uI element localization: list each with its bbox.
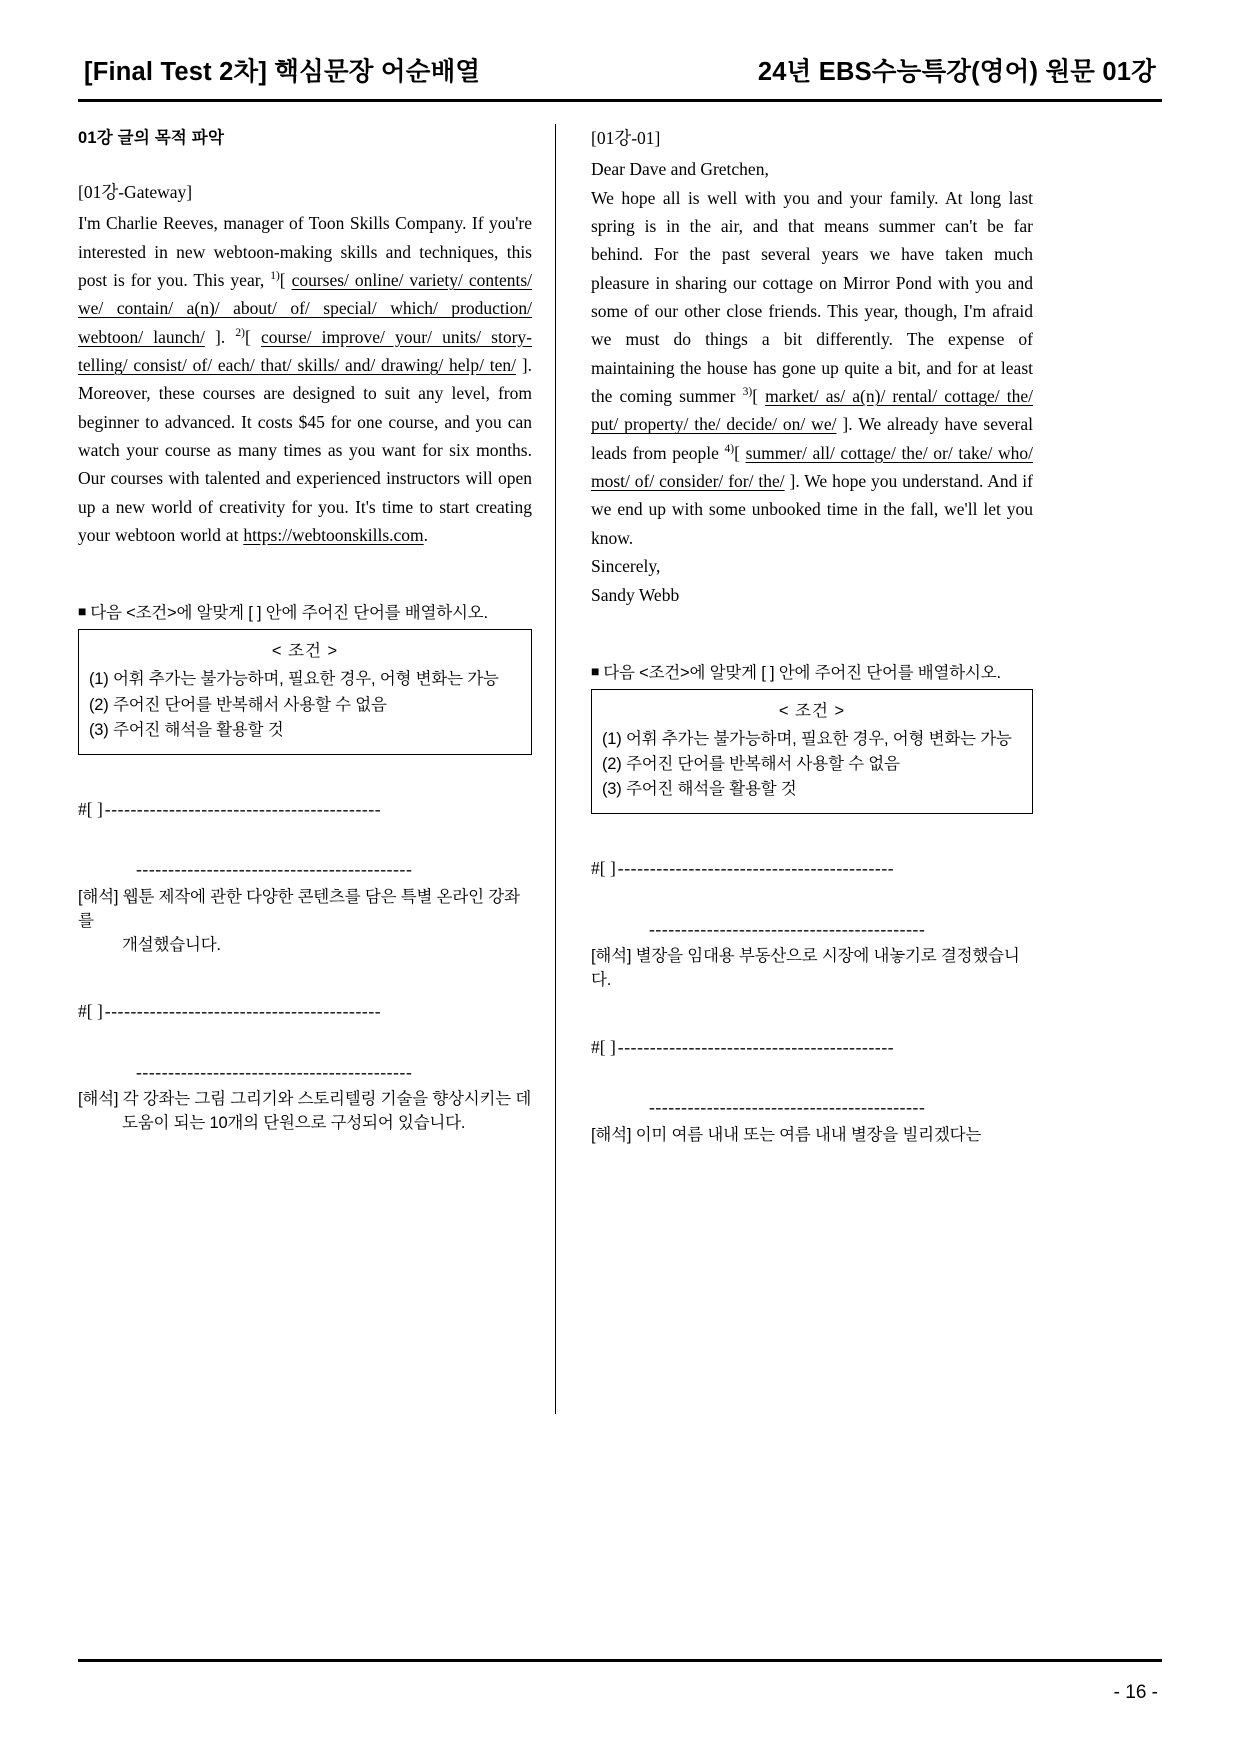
right-answer-row-2a[interactable] <box>591 1035 1033 1060</box>
right-translation-line1-2: 이미 여름 내내 또는 여름 내내 별장을 빌리겠다는 <box>635 1125 982 1144</box>
content-columns <box>78 124 1162 1414</box>
left-passage-end: . <box>423 525 429 546</box>
right-signature: Sandy Webb <box>591 584 680 605</box>
right-wordbank-3: market/ as/ a(n)/ rental/ cottage/ the/ put/ property/ the/ decide/ on/ we/ <box>591 386 1033 435</box>
left-answer-dashes-1a: ------------------------------------------- <box>104 798 382 819</box>
right-answer-hash-2: #[ ] <box>591 1036 616 1057</box>
right-answer-dashes-1a: ------------------------------------------- <box>617 858 895 879</box>
left-translation-label-1: [해석] <box>78 887 119 906</box>
right-translation-2 <box>591 1124 1033 1148</box>
right-column <box>563 124 1033 1414</box>
right-passage-text-1: We hope all is well with you and your family. At long last spring is in the air, and that means summer can't be far behind. For the past several years we have taken much pleasure in sharing our cottage on Mirror Pond with you and some of our other close friends. This year, though, I'm afraid we must do things a bit differently. The expense of maintaining the house has gone up quite a bit, and for at least the coming summer <box>591 187 1033 407</box>
left-passage-body: I'm Charlie Reeves, manager of Toon Skills Company. If you're interested in new webtoon-making skills and techniques, this post is for you. This year, $^{1)}$[ courses/ online/ variety/ contents/ we/ contain/ a(n)/ about/ of/ special/ which/ production/ webtoon/ launch/ ]. $^{2)}$[ course/ improve/ your/ units/ story-telling/ consist/ of/ each/ that/ skills/ and/ drawing/ help/ ten/ ]. Moreover, these courses are designed to suit any level, from beginner to advanced. It costs $45 for one course, and you can watch your course as many times as you want for six months. Our courses with talented and experienced instructors will open up a new world of creativity for you. It's time to start creating your webtoon world at https://webtoonskills.com. <box>78 213 533 546</box>
left-translation-2 <box>78 1088 532 1136</box>
right-answer-dashes-2a: ------------------------------------------- <box>617 1036 895 1057</box>
left-wordbank-1: courses/ online/ variety/ contents/ we/ contain/ a(n)/ about/ of/ special/ which/ production/ webtoon/ launch/ <box>78 270 532 347</box>
header-divider-rule <box>78 99 1162 102</box>
left-section-title: 01강 글의 목적 파악 <box>78 129 225 147</box>
right-translation-label-2: [해석] <box>591 1125 632 1144</box>
left-answer-row-1b[interactable] <box>78 857 532 882</box>
left-answer-hash-2: #[ ] <box>78 1001 103 1022</box>
right-passage-tag: [01강-01] <box>591 128 661 148</box>
right-condition-box <box>591 689 1033 814</box>
header-right-title: 24년 EBS수능특강(영어) 원문 01강 <box>757 58 1156 86</box>
right-instruction <box>591 659 1033 683</box>
right-condition-title: < 조건 > <box>778 701 846 720</box>
footer-divider-rule <box>78 1659 1162 1662</box>
right-answer-hash-1: #[ ] <box>591 858 616 879</box>
left-answer-row-2b[interactable] <box>78 1060 532 1085</box>
left-passage-text-2: . Moreover, these courses are designed to suit any level, from beginner to advanced. It costs $45 for one course, and you can watch your course as many times as you want for six months. Our courses with talented and experienced instructors will open up a new world of creativity for you. It's time to start creating your webtoon world at <box>78 355 532 546</box>
right-passage-text-2: . We hope you understand. And if we end up with some unbooked time in the fall, we'll let you know. <box>591 471 1033 548</box>
left-column <box>78 124 548 1414</box>
left-answer-row-1a[interactable] <box>78 797 532 822</box>
right-answer-block-1 <box>591 856 1033 993</box>
left-translation-label-2: [해석] <box>78 1090 119 1109</box>
left-translation-line2-2: 도움이 되는 10개의 단원으로 구성되어 있습니다. <box>122 1114 466 1133</box>
right-translation-1 <box>591 945 1033 993</box>
header-left-title: [Final Test 2차] 핵심문장 어순배열 <box>84 58 481 86</box>
right-passage-body: We hope all is well with you and your family. At long last spring is in the air, and that means summer can't be far behind. For the past several years we have taken much pleasure in sharing our cottage on Mirror Pond with you and some of our other close friends. This year, though, I'm afraid we must do things a bit differently. The expense of maintaining the house has gone up quite a bit, and for at least the coming summer $^{3)}$[ market/ as/ a(n)/ rental/ cottage/ the/ put/ property/ the/ decide/ on/ we/ ]. We already have several leads from people $^{4)}$[ summer/ all/ cottage/ the/ or/ take/ who/ most/ of/ consider/ for/ the/ ]. We hope you understand. And if we end up with some unbooked time in the fall, we'll let you know. <box>591 187 1034 548</box>
left-translation-line2-1: 개설했습니다. <box>122 935 221 954</box>
right-answer-dashes-2b: ------------------------------------------- <box>649 1097 926 1118</box>
right-condition-item-1: (1) 어휘 추가는 불가능하며, 필요한 경우, 어형 변화는 가능 <box>602 729 1012 748</box>
right-translation-line1-1: 별장을 임대용 부동산으로 시장에 내놓기로 결정했습니다. <box>591 947 1020 989</box>
webtoon-skills-url[interactable]: https://webtoonskills.com <box>243 525 424 546</box>
right-answer-row-1b[interactable] <box>591 917 1033 942</box>
left-answer-dashes-2b: ------------------------------------------- <box>136 1061 413 1082</box>
left-condition-item-2: (2) 주어진 단어를 반복해서 사용할 수 없음 <box>89 695 387 714</box>
left-answer-hash-1: #[ ] <box>78 798 103 819</box>
left-translation-1 <box>78 886 532 958</box>
right-marker-3: 3) <box>742 386 753 399</box>
left-wordbank-2: course/ improve/ your/ units/ story-telling/ consist/ of/ each/ that/ skills/ and/ drawing/ help/ ten/ <box>78 326 533 376</box>
right-salutation: Dear Dave and Gretchen, <box>591 159 769 180</box>
square-bullet-icon: ■ <box>591 662 600 679</box>
left-condition-item-3: (3) 주어진 해석을 활용할 것 <box>89 720 284 739</box>
left-answer-block-2 <box>78 999 532 1136</box>
left-answer-dashes-1b: ------------------------------------------- <box>136 859 413 880</box>
left-marker-2: 2) <box>235 326 245 339</box>
right-marker-4: 4) <box>724 442 735 455</box>
left-condition-item-1: (1) 어휘 추가는 불가능하며, 필요한 경우, 어형 변화는 가능 <box>89 670 499 689</box>
right-answer-block-2 <box>591 1035 1033 1148</box>
left-instruction-text: 다음 <조건>에 알맞게 [ ] 안에 주어진 단어를 배열하시오. <box>90 604 488 623</box>
right-condition-item-3: (3) 주어진 해석을 활용할 것 <box>602 780 797 798</box>
left-condition-box <box>78 629 532 754</box>
right-condition-item-2: (2) 주어진 단어를 반복해서 사용할 수 없음 <box>602 754 900 773</box>
page-number: - 16 - <box>1113 1682 1158 1703</box>
left-answer-row-2a[interactable] <box>78 999 532 1024</box>
right-answer-row-1a[interactable] <box>591 856 1033 881</box>
right-answer-row-2b[interactable] <box>591 1095 1033 1120</box>
column-divider <box>555 124 556 1414</box>
page-header <box>78 0 1162 88</box>
left-instruction <box>78 599 532 623</box>
left-answer-block-1 <box>78 797 532 958</box>
square-bullet-icon: ■ <box>78 603 87 620</box>
right-between-3-4: . We already have several leads from people <box>591 414 1033 463</box>
left-condition-title: < 조건 > <box>271 642 339 661</box>
right-instruction-text: 다음 <조건>에 알맞게 [ ] 안에 주어진 단어를 배열하시오. <box>603 663 1001 682</box>
right-translation-label-1: [해석] <box>591 947 632 966</box>
left-translation-line1-2: 각 강좌는 그림 그리기와 스토리텔링 기술을 향상시키는 데 <box>122 1090 532 1109</box>
left-answer-dashes-2a: ------------------------------------------- <box>104 1001 382 1022</box>
right-wordbank-4: summer/ all/ cottage/ the/ or/ take/ who/ most/ of/ consider/ for/ the/ <box>591 442 1034 492</box>
left-passage-text-1: I'm Charlie Reeves, manager of Toon Skills Company. If you're interested in new webtoon-making skills and techniques, this post is for you. This year, <box>78 213 532 291</box>
left-marker-1: 1) <box>270 270 280 283</box>
left-passage-tag: [01강-Gateway] <box>78 182 193 202</box>
left-between-1-2: . <box>220 326 236 347</box>
left-translation-line1-1: 웹툰 제작에 관한 다양한 콘텐츠를 담은 특별 온라인 강좌를 <box>78 887 520 930</box>
right-answer-dashes-1b: ------------------------------------------- <box>649 918 926 939</box>
right-closing: Sincerely, <box>591 556 661 577</box>
